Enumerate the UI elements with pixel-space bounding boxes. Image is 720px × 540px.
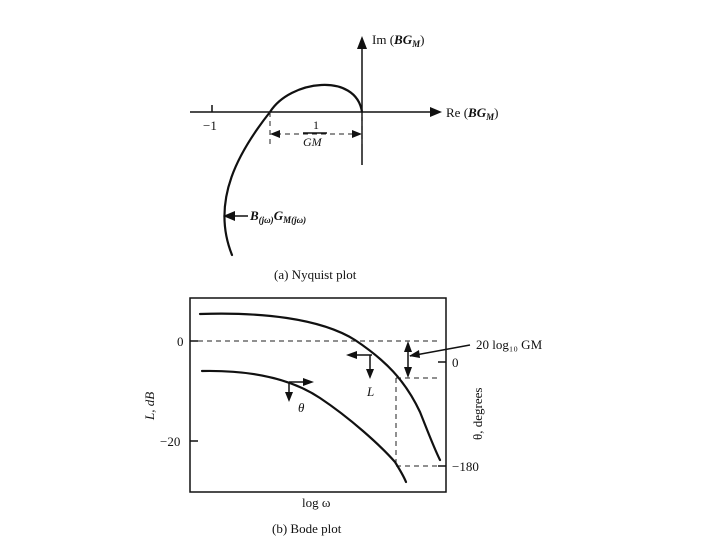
- gain-margin-label: 20 log₁₀ GM: [476, 337, 543, 352]
- bode-right-axis-label: θ, degrees: [470, 387, 485, 440]
- nyquist-real-axis-arrowhead: [430, 107, 442, 117]
- nyquist-imag-axis-label: Im $(BG_M)$: [372, 32, 425, 49]
- bode-caption: (b) Bode plot: [272, 521, 342, 536]
- bode-plot: [142, 298, 543, 536]
- nyquist-imag-axis-arrowhead: [357, 36, 367, 49]
- gm-fraction-denominator: GM: [303, 135, 322, 149]
- gm-dimension-arrow-right: [352, 130, 362, 138]
- magnitude-curve-label: L: [367, 384, 375, 399]
- nyquist-curve-label: $B_{(j\omega)}G_{M(j\omega)}$: [250, 208, 307, 225]
- nyquist-plot: [190, 32, 498, 282]
- phase-curve-label: θ: [298, 400, 305, 415]
- nyquist-real-axis-label: Re $(BG_M)$: [446, 105, 499, 122]
- nyquist-caption: (a) Nyquist plot: [274, 267, 357, 282]
- nyquist-minus-one-label: −1: [203, 118, 217, 133]
- magnitude-label-arrow-down-head: [366, 369, 374, 379]
- bode-right-tick-label-0: 0: [452, 355, 459, 370]
- gain-margin-arrow-bottom: [404, 367, 412, 378]
- magnitude-label-arrow-left-head: [346, 351, 357, 359]
- nyquist-curve: [224, 85, 362, 255]
- bode-right-tick-label-minus180: −180: [452, 459, 479, 474]
- gain-margin-arrow-top: [404, 341, 412, 352]
- gm-dimension-arrow-left: [270, 130, 280, 138]
- bode-left-tick-label-minus20: −20: [160, 434, 181, 449]
- bode-left-tick-label-0: 0: [177, 334, 184, 349]
- bode-frame: [190, 298, 446, 492]
- bode-phase-curve: [202, 371, 406, 482]
- bode-left-axis-label: L, dB: [142, 391, 157, 420]
- phase-label-arrow-right-head: [303, 378, 314, 386]
- bode-x-axis-label: log ω: [302, 495, 331, 510]
- bode-magnitude-curve: [200, 314, 440, 460]
- gm-fraction-numerator: 1: [313, 118, 319, 132]
- phase-label-arrow-down-head: [285, 392, 293, 402]
